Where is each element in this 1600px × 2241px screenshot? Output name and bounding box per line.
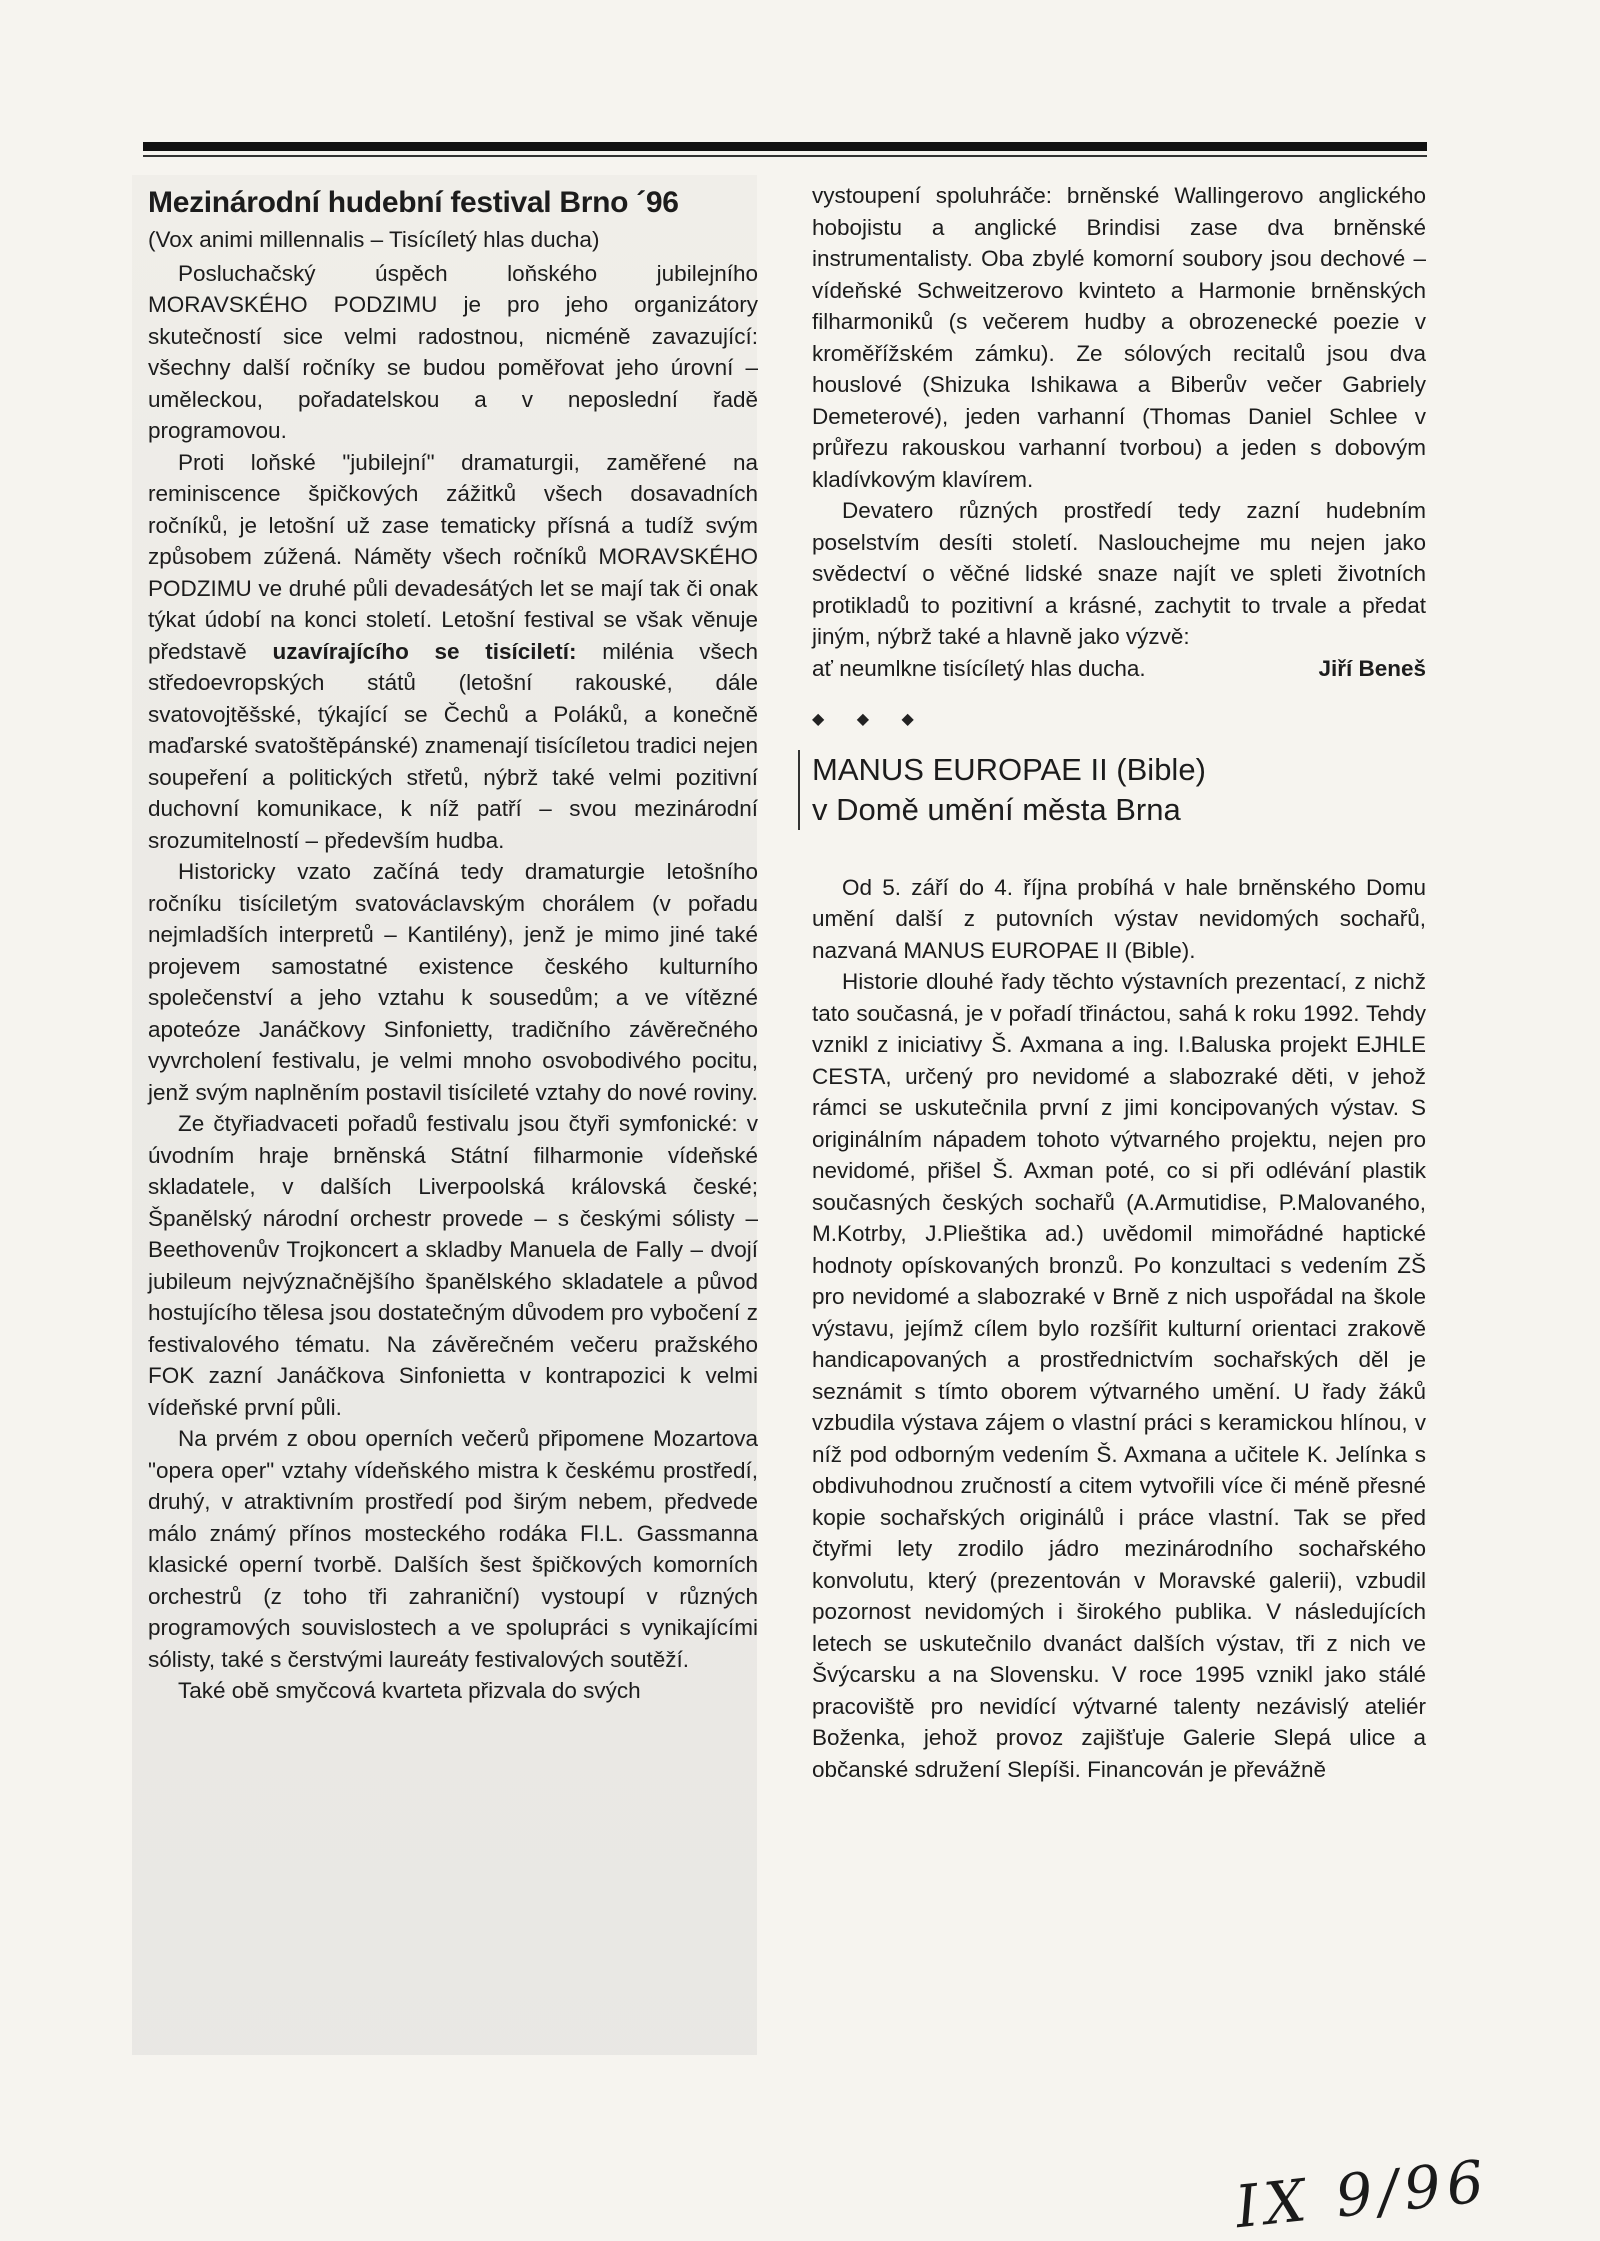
top-rule-thin [143,155,1427,157]
article-subtitle: (Vox animi millennalis – Tisícíletý hlas ducha) [148,227,600,252]
section-separator: ◆ ◆ ◆ [812,711,928,728]
author-name: Jiří Beneš [1318,655,1426,681]
article2-title-line-1: MANUS EUROPAE II (Bible) [812,751,1206,787]
article2-title-block [798,750,1426,830]
paragraph-2-part-a: Proti loňské "jubilejní" dramaturgii, zaměřené na reminiscence špičkových zážitků všech dosavadních ročníků, je letošní už zase tematicky přísná a tudíž svým způsobem zúžená. Náměty všech ročníků MORAVSKÉHO PODZIMU ve druhé půli devadesátých let se mají tak či onak týkat údobí na konci století. Letošní festival se však věnuje představě [148,449,758,664]
article-title: Mezinárodní hudební festival Brno ´96 [148,186,679,219]
paragraph-continued: vystoupení spoluhráče: brněnské Wallingerovo anglického hobojistu a anglické Brindisi zase dva brněnské instrumentalisty. Oba zbylé komorní soubory jsou dechové – vídeňské Schweitzerovo kvinteto a Harmonie brněnských filharmoniků (s večerem hudby a obrozenecké poezie v kroměřížském zámku). Ze sólových recitalů jsou dva houslové (Shizuka Ishikawa a Biberův večer Gabriely Demeterové), jeden varhanní (Thomas Daniel Schlee v průřezu rakouskou varhanní tvorbou) a jeden s dobovým kladívkovým klavírem. [812,183,1426,492]
article2-paragraph-1: Od 5. září do 4. října probíhá v hale brněnského Domu umění další z putovních výstav nevidomých sochařů, nazvaná MANUS EUROPAE II (Bible). [812,874,1426,963]
paragraph-6: Také obě smyčcová kvarteta přizvala do svých [178,1678,641,1703]
paragraph-3: Historicky vzato začíná tedy dramaturgie letošního ročníku tisíciletým svatováclavským chorálem (v pořadu nejmladších interpretů – Kantilény), jenž je mimo jiné také projevem samostatné existence českého kulturního společenství a jeho vztahu k sousedům; a ve vítězné apoteóze Janáčkovy Sinfonietty, tradičního závěrečného vyvrcholení festivalu, je velmi mnoho osvobodivého pocitu, jenž svým naplněním postavil tisícileté vztahy do nové roviny. [148,859,758,1105]
closing-line: ať neumlkne tisícíletý hlas ducha. [812,655,1146,681]
left-column [148,180,758,1707]
article2-title-line-2: v Domě umění města Brna [812,791,1181,827]
paragraph-2 [148,447,758,857]
paragraph-2-bold: uzavírajícího se tisíciletí: [272,638,577,664]
handwritten-date-note: IX 9/96 [1232,2146,1493,2241]
paragraph-4: Ze čtyřiadvaceti pořadů festivalu jsou čtyři symfonické: v úvodním hraje brněnská Státní filharmonie vídeňské skladatele, v dalších Liverpoolská královská české; Španělský národní orchestr provede – s českými sólisty – Beethovenův Trojkoncert a skladby Manuela de Fally – dvojí jubileum nejvýznačnějšího španělského skladatele a původ hostujícího tělesa jsou dostatečným důvodem pro vybočení z festivalového tématu. Na závěrečném večeru pražského FOK zazní Janáčkova Sinfonietta v kontrapozici k velmi vídeňské první půli. [148,1111,758,1420]
top-rule [143,142,1427,151]
paragraph-1: Posluchačský úspěch loňského jubilejního MORAVSKÉHO PODZIMU je pro jeho organizátory skutečností sice velmi radostnou, nicméně zavazující: všechny další ročníky se budou poměřovat jeho úrovní – uměleckou, pořadatelskou a v neposlední řadě programovou. [148,260,758,443]
right-column [812,180,1426,1785]
signature-line [812,653,1426,685]
paragraph-2-part-b: milénia všech středoevropských států (letošní rakouské, dále svatovojtěšské, týkající se Čechů a Poláků, a konečně maďarské svatoštěpánské) znamenají tisícíletou tradici nejen soupeření a politických střetů, nýbrž také velmi pozitivní duchovní komunikace, k níž patří – svou mezinárodní srozumitelností – především hudba. [148,638,758,853]
article2-paragraph-2: Historie dlouhé řady těchto výstavních prezentací, z nichž tato současná, je v pořadí třináctou, sahá k roku 1992. Tehdy vznikl z iniciativy Š. Axmana a ing. I.Baluska projekt EJHLE CESTA, určený pro nevidomé a slabozraké děti, v jehož rámci se uskutečnila první z jimi koncipovaných výstav. S originálním nápadem tohoto výtvarného projektu, nejen pro nevidomé, přišel Š. Axman poté, co si při odlévání plastik současných českých sochařů (A.Armutidise, P.Malovaného, M.Kotrby, J.Plieštika ad.) uvědomil mimořádné haptické hodnoty opískovaných bronzů. Po konzultaci s vedením ZŠ pro nevidomé a slabozraké v Brně z nich uspořádal na škole výstavu, jejímž cílem bylo rozšířit kulturní orientaci zrakově handicapovaných a prostřednictvím sochařských děl je seznámit s tímto oborem výtvarného umění. U řady žáků vzbudila výstava zájem o vlastní práci s keramickou hlínou, v níž pod odborným vedením Š. Axmana a učitele K. Jelínka s obdivuhodnou zručností a citem vytvořili více či méně přesné kopie sochařských originálů i práce vlastní. Tak se před čtyřmi lety zrodilo jádro mezinárodního sochařského konvolutu, který (prezentován v Moravské galerii), vzbudil pozornost nevidomých i širokého publika. V následujících letech se uskutečnilo dvanáct dalších výstav, tři z nich ve Švýcarsku a na Slovensku. V roce 1995 vznikl jako stálé pracoviště pro nevidící výtvarné talenty nezávislý ateliér Boženka, jehož provoz zajišťuje Galerie Slepá ulice a občanské sdružení Slepíši. Financován je převážně [812,969,1426,1782]
paragraph-closing: Devatero různých prostředí tedy zazní hudebním poselstvím desíti století. Naslouchejme mu nejen jako svědectví o věčné lidské snaze najít ve spleti životních protikladů to pozitivní a krásné, zachytit to trvale a předat jiným, nýbrž také a hlavně jako výzvě: [812,498,1426,649]
paragraph-5: Na prvém z obou operních večerů připomene Mozartova "opera oper" vztahy vídeňského mistra k českému prostředí, druhý, v atraktivním prostředí pod širým nebem, předvede málo známý přínos mosteckého rodáka Fl.L. Gassmanna klasické operní tvorbě. Dalších šest špičkových komorních orchestrů (z toho tři zahraniční) vystoupí v různých programových souvislostech a ve spolupráci s vynikajícími sólisty, také s čerstvými laureáty festivalových soutěží. [148,1426,758,1672]
